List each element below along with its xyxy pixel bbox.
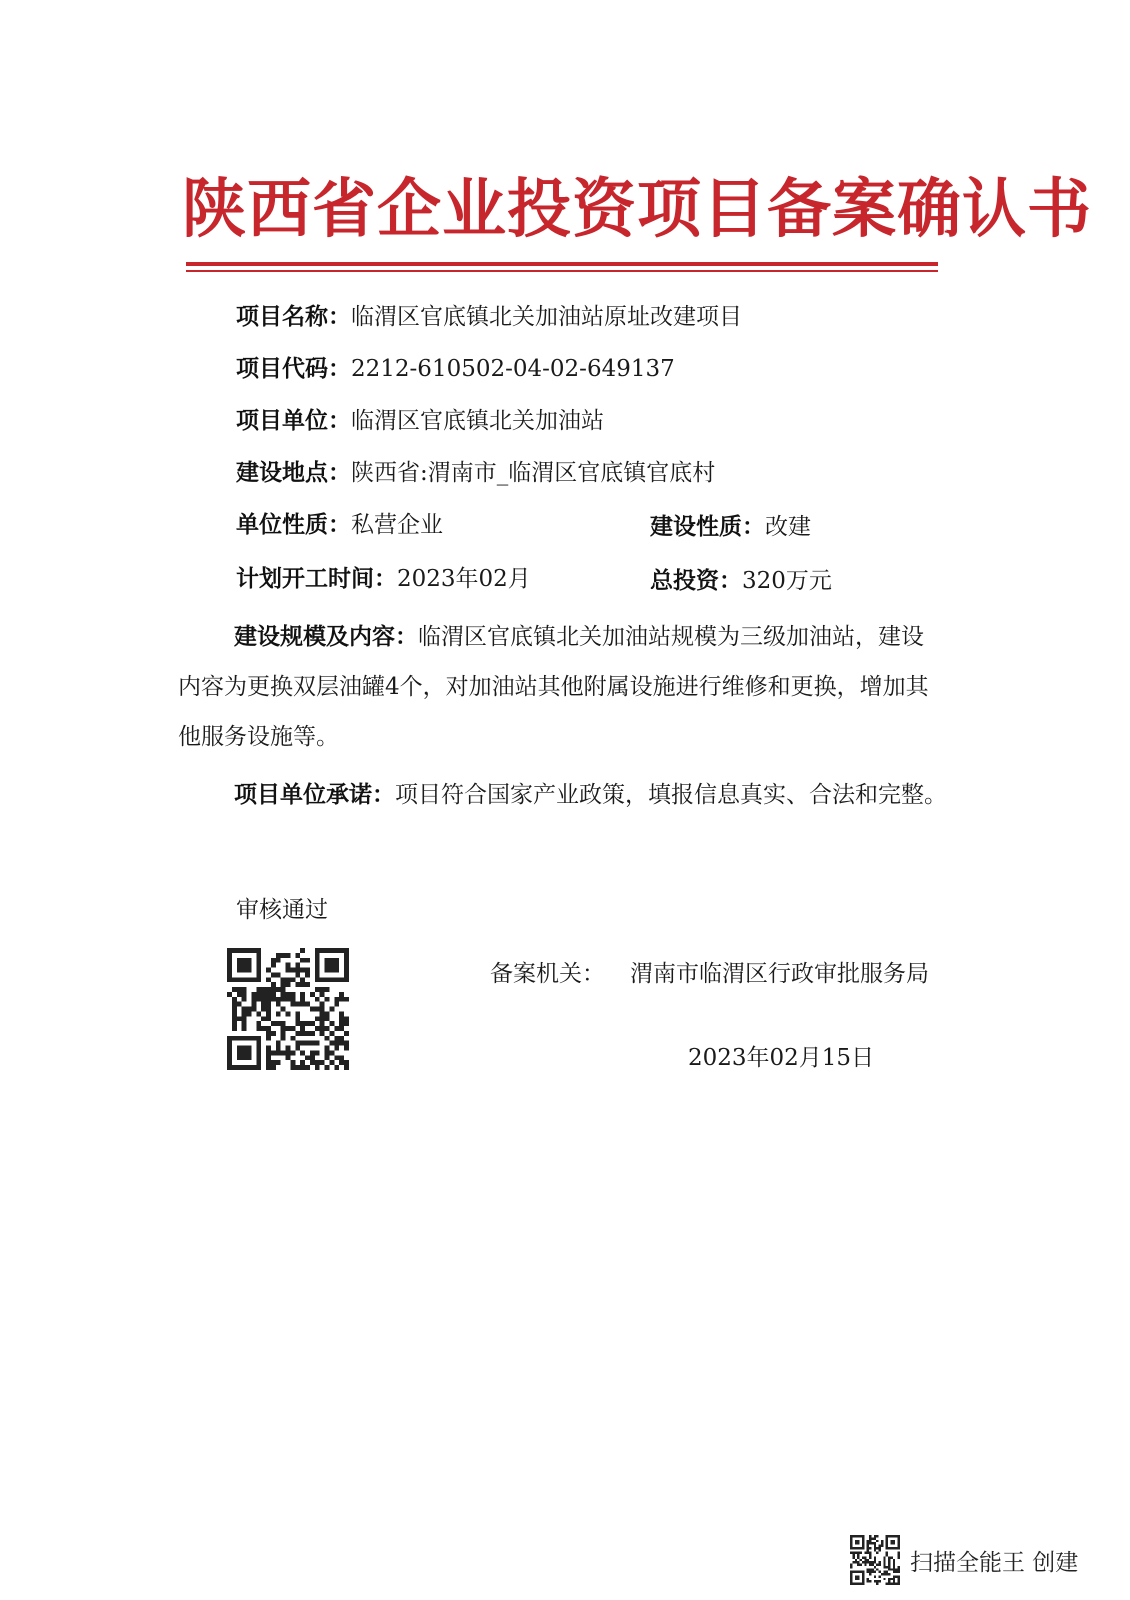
location-label: 建设地点： <box>236 460 351 486</box>
project-code-row <box>236 352 675 386</box>
total-investment-value: 320万元 <box>742 568 832 594</box>
watermark-text: 扫描全能王 创建 <box>910 1549 1079 1576</box>
project-code-label: 项目代码： <box>236 356 351 382</box>
planned-start-label: 计划开工时间： <box>236 566 397 592</box>
qr-code-image <box>227 948 349 1070</box>
unit-nature-label: 单位性质： <box>236 512 351 538</box>
watermark-qr-icon <box>850 1535 900 1585</box>
scale-paragraph <box>178 612 938 762</box>
project-unit-label: 项目单位： <box>236 408 351 434</box>
filing-authority <box>490 957 970 991</box>
scanner-watermark <box>850 1535 1078 1585</box>
construction-nature-row <box>650 510 811 544</box>
planned-start-value: 2023年02月 <box>397 566 531 592</box>
project-unit-value: 临渭区官底镇北关加油站 <box>351 408 604 434</box>
commitment-text: 项目符合国家产业政策，填报信息真实、合法和完整。 <box>395 782 947 808</box>
title-divider-thin <box>186 270 938 272</box>
commitment-label: 项目单位承诺： <box>234 782 395 808</box>
total-investment-row <box>650 564 832 598</box>
location-value: 陕西省:渭南市_临渭区官底镇官底村 <box>351 460 716 486</box>
location-row <box>236 456 715 490</box>
issue-date: 2023年02月15日 <box>688 1045 875 1071</box>
total-investment-label: 总投资： <box>650 568 742 594</box>
authority-label: 备案机关： <box>490 961 605 987</box>
authority-value: 渭南市临渭区行政审批服务局 <box>630 961 929 987</box>
construction-nature-label: 建设性质： <box>650 514 765 540</box>
approval-status: 审核通过 <box>236 897 328 923</box>
project-unit-row <box>236 404 604 438</box>
planned-start-row <box>236 562 531 596</box>
project-name-label: 项目名称： <box>236 304 351 330</box>
document-title: 陕西省企业投资项目备案确认书 <box>182 172 1092 247</box>
scale-text: 临渭区官底镇北关加油站规模为三级加油站，建设内容为更换双层油罐4个，对加油站其他附属设施进行维修和更换，增加其他服务设施等。 <box>178 624 929 750</box>
commitment-paragraph <box>178 770 948 820</box>
unit-nature-row <box>236 508 443 542</box>
project-name-value: 临渭区官底镇北关加油站原址改建项目 <box>351 304 742 330</box>
title-divider-thick <box>186 262 938 266</box>
project-code-value: 2212-610502-04-02-649137 <box>351 356 675 382</box>
unit-nature-value: 私营企业 <box>351 512 443 538</box>
project-name-row <box>236 300 742 334</box>
scale-label: 建设规模及内容： <box>234 624 418 650</box>
construction-nature-value: 改建 <box>765 514 811 540</box>
